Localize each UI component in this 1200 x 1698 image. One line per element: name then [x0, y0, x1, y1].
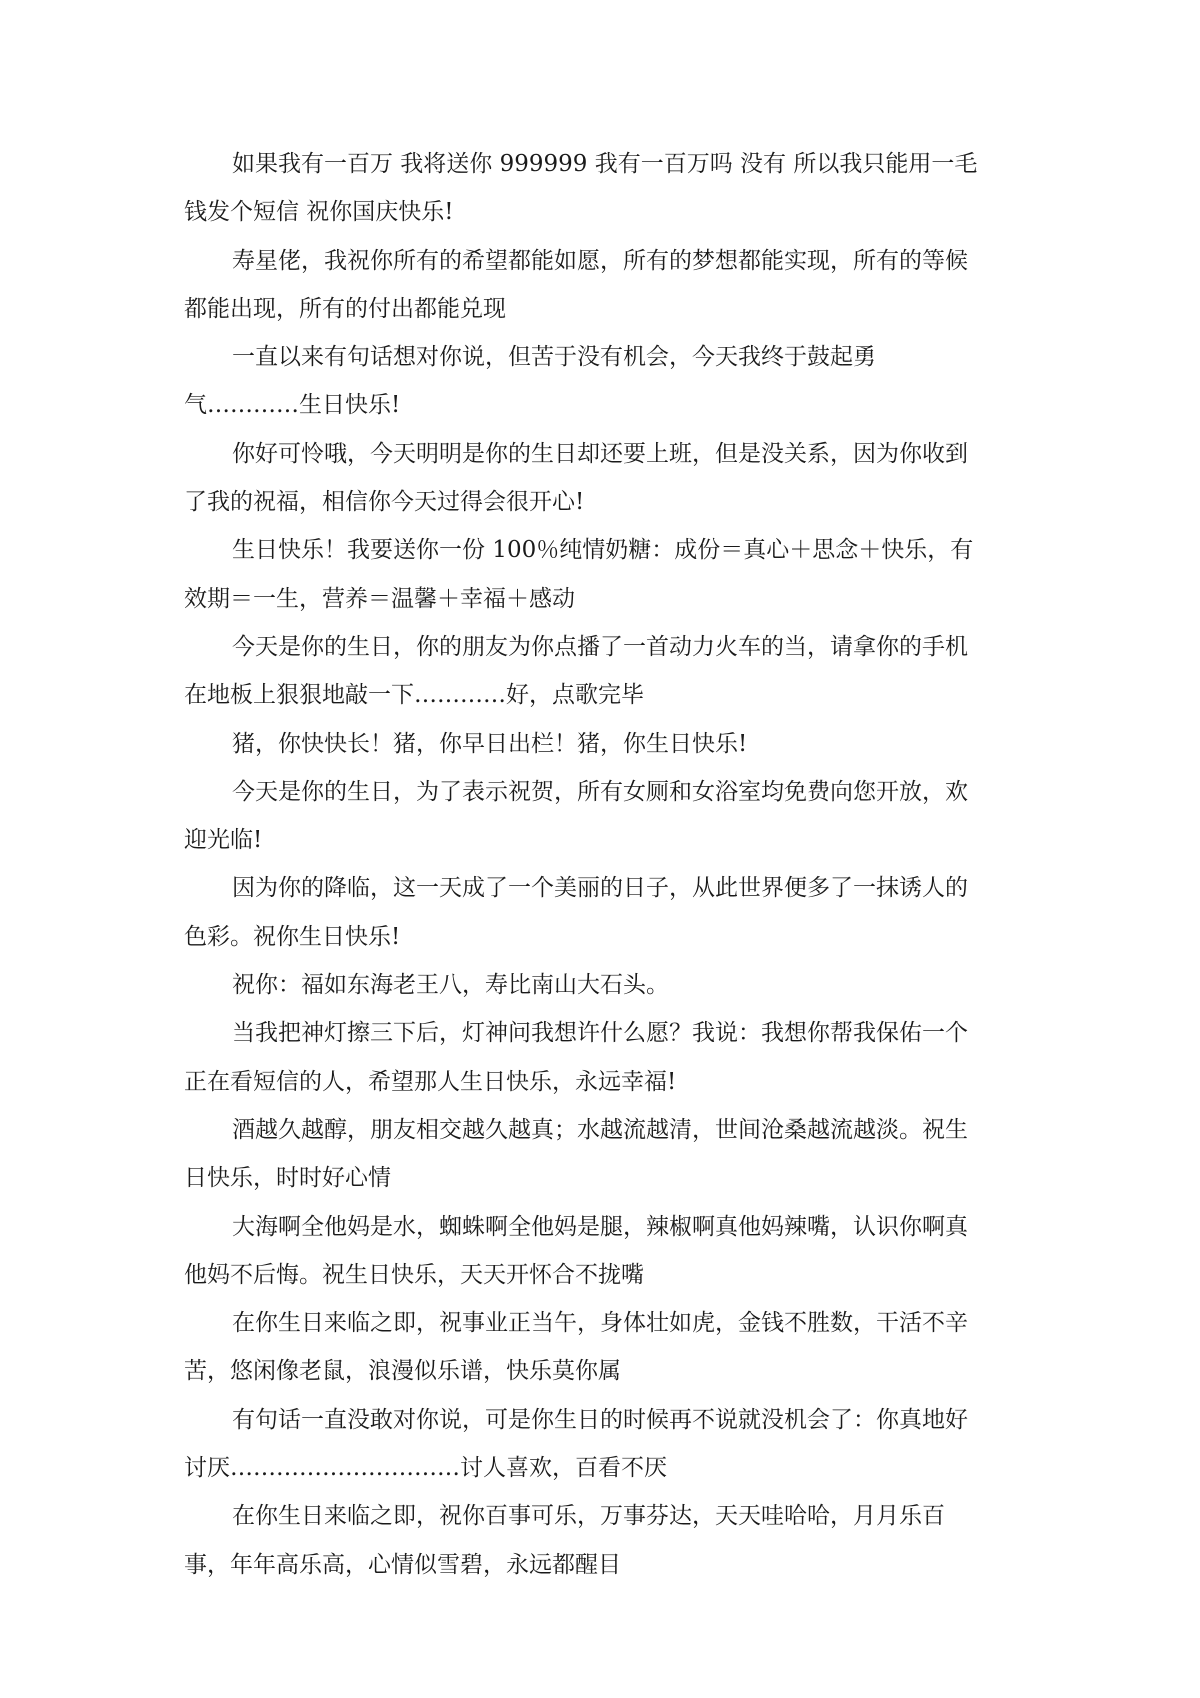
paragraph	[184, 526, 1016, 623]
paragraph	[184, 623, 1016, 720]
paragraph-line: 色彩。祝你生日快乐!	[184, 923, 401, 950]
paragraph-line: 当我把神灯擦三下后，灯神问我想许什么愿？我说：我想你帮我保佑一个	[232, 1020, 968, 1047]
paragraph-line: 你好可怜哦，今天明明是你的生日却还要上班，但是没关系，因为你收到	[232, 440, 968, 467]
paragraph	[184, 140, 1016, 237]
paragraph	[184, 961, 1016, 1009]
paragraph-line: 今天是你的生日，为了表示祝贺，所有女厕和女浴室均免费向您开放，欢	[232, 778, 968, 805]
paragraph	[184, 1203, 1016, 1300]
paragraph-line: 效期＝一生，营养＝温馨＋幸福＋感动	[184, 585, 575, 612]
paragraph-line: 讨厌…………………………讨人喜欢，百看不厌	[184, 1455, 667, 1482]
paragraph-line: 日快乐，时时好心情	[184, 1165, 391, 1192]
paragraph-line: 在地板上狠狠地敲一下…………好，点歌完毕	[184, 682, 644, 709]
paragraph-line: 因为你的降临，这一天成了一个美丽的日子，从此世界便多了一抹诱人的	[232, 875, 968, 902]
paragraph	[184, 720, 1016, 768]
paragraph-line: 都能出现，所有的付出都能兑现	[184, 295, 506, 322]
paragraph-line: 酒越久越醇，朋友相交越久越真；水越流越清，世间沧桑越流越淡。祝生	[232, 1116, 968, 1143]
paragraph	[184, 1009, 1016, 1106]
paragraph	[184, 1299, 1016, 1396]
paragraph	[184, 864, 1016, 961]
document-body	[184, 140, 1016, 1589]
paragraph-line: 祝你：福如东海老王八，寿比南山大石头。	[232, 972, 669, 999]
paragraph	[184, 333, 1016, 430]
paragraph-line: 一直以来有句话想对你说，但苦于没有机会，今天我终于鼓起勇	[232, 344, 876, 371]
paragraph-line: 寿星佬，我祝你所有的希望都能如愿，所有的梦想都能实现，所有的等候	[232, 247, 968, 274]
paragraph-line: 他妈不后悔。祝生日快乐，天天开怀合不拢嘴	[184, 1261, 644, 1288]
paragraph-line: 在你生日来临之即，祝事业正当午，身体壮如虎，金钱不胜数，干活不辛	[232, 1310, 968, 1337]
paragraph-line: 苦，悠闲像老鼠，浪漫似乐谱，快乐莫你属	[184, 1358, 621, 1385]
paragraph	[184, 768, 1016, 865]
paragraph	[184, 1492, 1016, 1589]
paragraph	[184, 237, 1016, 334]
paragraph-line: 钱发个短信 祝你国庆快乐!	[184, 199, 454, 226]
paragraph	[184, 430, 1016, 527]
paragraph-line: 正在看短信的人，希望那人生日快乐，永远幸福!	[184, 1068, 677, 1095]
paragraph-line: 在你生日来临之即，祝你百事可乐，万事芬达，天天哇哈哈，月月乐百	[232, 1503, 945, 1530]
paragraph-line: 有句话一直没敢对你说，可是你生日的时候再不说就没机会了：你真地好	[232, 1406, 968, 1433]
paragraph-line: 气…………生日快乐!	[184, 392, 401, 419]
paragraph	[184, 1106, 1016, 1203]
paragraph-line: 生日快乐！我要送你一份 100％纯情奶糖：成份＝真心＋思念＋快乐，有	[232, 537, 974, 564]
paragraph	[184, 1396, 1016, 1493]
paragraph-line: 如果我有一百万 我将送你 999999 我有一百万吗 没有 所以我只能用一毛	[232, 151, 978, 177]
paragraph-line: 今天是你的生日，你的朋友为你点播了一首动力火车的当，请拿你的手机	[232, 633, 968, 660]
paragraph-line: 迎光临!	[184, 827, 263, 854]
paragraph-line: 猪，你快快长！猪，你早日出栏！猪，你生日快乐!	[232, 730, 748, 757]
paragraph-line: 了我的祝福，相信你今天过得会很开心!	[184, 489, 585, 516]
paragraph-line: 大海啊全他妈是水，蜘蛛啊全他妈是腿，辣椒啊真他妈辣嘴，认识你啊真	[232, 1213, 968, 1240]
paragraph-line: 事，年年高乐高，心情似雪碧，永远都醒目	[184, 1551, 621, 1578]
